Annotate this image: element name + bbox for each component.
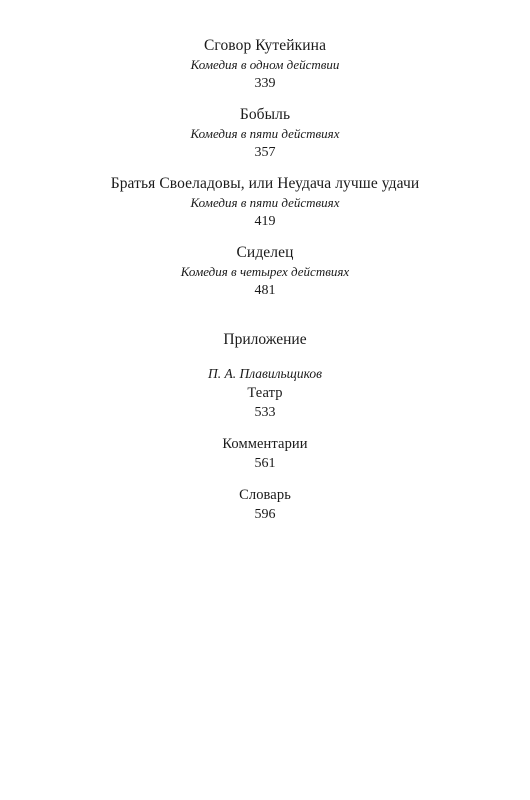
toc-entry xyxy=(0,174,530,231)
entry-title: Бобыль xyxy=(239,106,291,123)
appendix-entry xyxy=(0,485,530,524)
entry-page-number: 339 xyxy=(254,76,276,91)
entry-title: Сговор Кутейкина xyxy=(203,37,327,54)
entry-page-number: 357 xyxy=(254,145,276,160)
entry-page-number: 419 xyxy=(254,214,276,229)
appendix-entry xyxy=(0,364,530,422)
entry-title: Братья Своеладовы, или Неудача лучше удачи xyxy=(110,175,420,192)
entry-page-number: 481 xyxy=(254,283,276,298)
entry-title: Комментарии xyxy=(222,436,308,452)
toc-entry xyxy=(0,105,530,162)
entry-subtitle: Комедия в пяти действиях xyxy=(190,195,340,210)
entry-page-number: 561 xyxy=(254,456,276,471)
toc-entry xyxy=(0,36,530,93)
entry-page-number: 533 xyxy=(254,405,276,420)
appendix-entry xyxy=(0,434,530,473)
appendix-heading: Приложение xyxy=(223,331,307,348)
entry-page-number: 596 xyxy=(254,507,276,522)
entry-subtitle: Комедия в пяти действиях xyxy=(190,126,340,141)
entry-title: Сиделец xyxy=(236,244,294,261)
entry-title: Словарь xyxy=(239,487,291,503)
entry-subtitle: Комедия в четырех действиях xyxy=(180,264,350,279)
toc-entry xyxy=(0,243,530,300)
table-of-contents xyxy=(0,36,530,536)
entry-title: Театр xyxy=(247,385,283,401)
entry-subtitle: Комедия в одном действии xyxy=(190,57,340,72)
entry-author: П. А. Плавильщиков xyxy=(207,366,323,381)
